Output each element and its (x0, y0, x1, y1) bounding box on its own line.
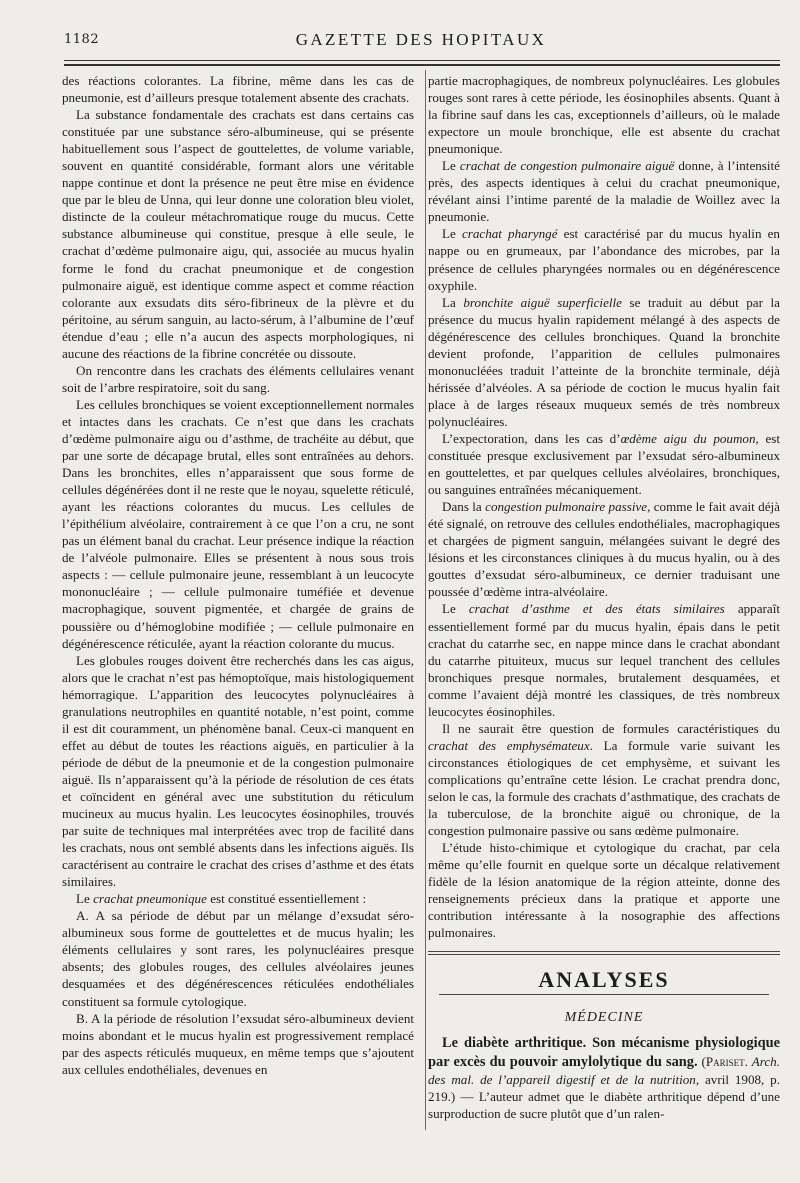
text-run: Il ne saurait être question de formules caractéristiques du (442, 720, 780, 736)
text-run: est constitué essentiellement : (206, 891, 367, 907)
analysis-body: — L’auteur admet que le diabète arthritique dépend d’une surproduction de sucre plutôt que d’un ralen- (428, 1088, 780, 1121)
paragraph (62, 890, 414, 907)
header-rule (64, 60, 780, 61)
italic-term: crachat d’asthme et des états similaires (468, 601, 725, 617)
analysis-entry: Le diabète arthritique. Son mécanisme physiologique par excès du pouvoir amylolytique du sang. (Pariset. Arch. des mal. de l’appareil digestif et de la nutrition, avril 1908, p. 219.) — L’auteur admet que le diabète arthritique dépend d’une surproduction de sucre plutôt que d’un ralen- (428, 1035, 780, 1121)
running-title: GAZETTE DES HOPITAUX (295, 30, 547, 49)
text-run: apparaît essentiellement formé par du mucus hyalin, épais dans le petit crachat du catarrhe sec, en nappe mince dans le crachat abondant du catarrhe pituiteux, mucus sur lequel tranchent des cellules bronchiques presque normales, brutalement desquamées, et comme l’avaient déjà montré les classiques, de très nombreux leucocytes éosinophiles. (428, 601, 780, 719)
author-name: Pariset (705, 1053, 745, 1069)
paragraph: Les cellules bronchiques se voient exceptionnellement normales et intactes dans les crachats. Ce n’est que dans les crachats d’œdème pulmonaire aigu ou d’asthme, de trachéite au début, que par une sorte de décapage brutal, elles sont entraînées au dehors. Dans les bronchites, elles n’apparaissent que sous forme de cellules dégénérées dont il ne reste que le noyau, squelette réticulé, ayant les réactions colorantes du mucus. Les cellules de l’épithélium alvéolaire, contrairement à ce que l’on a cru, ne sont pas un élément banal du crachat. Leur présence indique la réaction de l’alvéole pulmonaire. Elles se présentent à nous sous trois aspects : — cellule pulmonaire jeune, ressemblant à un leucocyte mononucléaire ; — cellule pulmonaire tuméfiée et devenue macrophagique, souvent pigmentée, et chargée de grains de poussière ou d’hémoglobine modifiée ; — cellule pulmonaire en dégénérescence réticulée, ayant la réaction colorante du mucus. (62, 396, 414, 651)
section-rule (439, 994, 769, 995)
citation-date: avril 1908, p. 219.) (428, 1071, 780, 1104)
paragraph (428, 600, 780, 719)
right-column (428, 72, 780, 1122)
paragraph: partie macrophagiques, de nombreux polynucléaires. Les globules rouges sont rares à cette période, les éosinophiles absents. Quant à la fibrine sauf dans les cas, exceptionnels d’ailleurs, où le malade expectore un moule bronchique, elle est absente du crachat pneumonique. (428, 73, 780, 157)
italic-term: crachat pneumonique (93, 891, 207, 907)
paragraph: La substance fondamentale des crachats est dans certains cas constituée par une substance séro-albumineuse, qui se présente habituellement sous l’aspect de gouttelettes, de volume variable, souvent en quantité considérable, formant alors une véritable nappe continue et dont la présence ne peut être mise en évidence que par le bleu de Unna, qui leur donne une coloration bleu violet, distincte de la couleur métachromatique rouge du mucus. Cette substance albumineuse qui constitue, presque à elle seule, le crachat d’œdème pulmonaire aigu, qui, associée au mucus hyalin forme le fond du crachat pneumonique et de congestion pulmonaire aiguë, est identique comme aspect et comme réaction colorante aux exsudats dits séro-fibrineux de la plèvre et du péritoine, au sérum sanguin, au lacto-sérum, à l’albumine de l’œuf étendue d’eau ; elle n’a aucun des aspects morphologiques, ni aucune des réactions de la fibrine concrétée ou dissoute. (62, 107, 414, 361)
text-run: Le (442, 601, 469, 617)
paragraph: L’étude histo-chimique et cytologique du crachat, par cela même qu’elle fournit en quelque sorte un décalque relativement fidèle de la lésion anatomique de la région atteinte, donne des renseignements précieux dans la pratique et apporte une contribution intéressante à la nosographie des affections pulmonaires. (428, 840, 780, 941)
text-run: donne, à l’intensité près, des aspects identiques à celui du crachat pneumonique, révélant ainsi l’intime parenté de la maladie de Woillez avec la pneumonie. (428, 158, 780, 225)
paragraph: On rencontre dans les crachats des éléments cellulaires venant soit de l’arbre respiratoire, soit du sang. (62, 362, 414, 395)
article-title: Le diabète arthritique. Son mécanisme physiologique par excès du pouvoir amylolytique du sang. (428, 1035, 780, 1070)
text-run: . La formule varie suivant les circonstances étiologiques de cet emphysème, et suivant les complications qu’entraîne cette lésion. Le crachat prendra donc, selon le cas, la formule des crachats d’asthmatique, des crachats de la tuberculose, de la bronchite aiguë ou chronique, de la congestion pulmonaire passive ou sans œdème pulmonaire. (428, 737, 781, 839)
paragraph (428, 720, 780, 839)
column-divider (425, 70, 426, 1130)
page-number: 1182 (64, 32, 100, 47)
header-rule-thick (64, 64, 780, 66)
italic-term: œdème aigu du poumon (620, 430, 756, 446)
section-title: ANALYSES (538, 967, 670, 993)
italic-term: congestion pulmonaire passive (485, 499, 648, 515)
text-run: est caractérisé par du mucus hyalin en nappe ou en grumeaux, par l’abondance des microbes, par la présence de cellules pharyngées normales ou en dégénérescence oxyphile. (428, 226, 780, 293)
text-run: Le (442, 158, 460, 174)
text-run: Le (442, 226, 462, 242)
section-double-rule (428, 951, 780, 959)
left-column (62, 72, 414, 1078)
text-run: se traduit au début par la présence du mucus hyalin rapidement mélangé à des aspects de dégénérescence des cellules bronchiques. Quand la bronchite devient profonde, l’apparition de cellules pulmonaires mononucléées traduit l’atteinte de la bronchite terminale, déjà hérissée d’alvéoles. A sa période de coction le mucus hyalin fait place à de larges réseaux muqueux semés de très nombreux polynucléaires. (428, 294, 780, 429)
paragraph (428, 498, 780, 600)
italic-term: bronchite aiguë superficielle (463, 294, 622, 310)
paragraph: B. A la période de résolution l’exsudat séro-albumineux devient moins abondant et le mucus hyalin est progressivement remplacé par des aspects réticulés muqueux, en même temps que s’ajoutent aux cellules endothéliales, devenues en (62, 1010, 414, 1077)
text-run: Dans la (442, 499, 486, 515)
paragraph (428, 430, 780, 498)
text-run: , est constituée presque exclusivement par l’exsudat séro-albumineux en gouttelettes, et par quelques cellules alvéolaires, bronchiques, ou sanguines entraînées mécaniquement. (428, 430, 781, 498)
paragraph (428, 225, 780, 293)
paragraph (428, 157, 780, 225)
italic-term: crachat des emphysémateux (428, 737, 590, 753)
paragraph (428, 294, 780, 430)
italic-term: crachat de congestion pulmonaire aiguë (459, 158, 675, 174)
text-run: , comme le fait avait déjà été signalé, on retrouve des cellules endothéliales, macrophagiques et chargées de pigment sanguin, mélangées suivant le degré des lésions et les circonstances cliniques à du mucus hyalin, ou à des gouttes d’exsudat séro-albumineux, ce dernier traduisant une poussée d’œdème intra-alvéolaire. (428, 499, 780, 600)
paragraph: A. A sa période de début par un mélange d’exsudat séro-albumineux sous forme de gouttelettes et de mucus hyalin; les éléments cellulaires y sont rares, les polynucléaires presque absents; des globules rouges, des cellules alvéolaires jeunes desquamées et des dégénérescences réticulées endothéliales constituent sa formule cytologique. (62, 908, 414, 1009)
subsection-title: MÉDECINE (564, 1010, 644, 1026)
text-run: L’expectoration, dans les cas d’ (442, 430, 621, 446)
text-run: Le (76, 891, 94, 907)
journal-citation: Arch. des mal. de l’appareil digestif et de la nutrition, (428, 1053, 780, 1087)
text-run: La (442, 294, 464, 310)
paragraph: des réactions colorantes. La fibrine, même dans les cas de pneumonie, est d’ailleurs presque totalement absente des crachats. (62, 73, 414, 106)
italic-term: crachat pharyngé (461, 226, 558, 242)
paragraph: Les globules rouges doivent être recherchés dans les cas aigus, alors que le crachat n’est pas hémoptoïque, mais histologiquement hémorragique. L’apparition des leucocytes polynucléaires à granulations neutrophiles en quantité notable, n’est point, comme il est dit couramment, un phénomène banal. Ceux-ci manquent en effet au début de toutes les réactions aiguës, en particulier à la période de début de la pneumonie et de la congestion pulmonaire aiguë. Ils n’apparaissent qu’à la période de résolution de ces états et coïncident en général avec une substitution du réticulum mucineux au mucus hyalin. Les leucocytes éosinophiles, trouvés par suite de techniques mal interprétées avec trop de facilité dans les crachats, nous ont semblé absents dans les infections aiguës. Ils caractérisent au contraire le crachat des crises d’asthme et des états similaires. (62, 652, 414, 890)
page-header (64, 30, 778, 52)
